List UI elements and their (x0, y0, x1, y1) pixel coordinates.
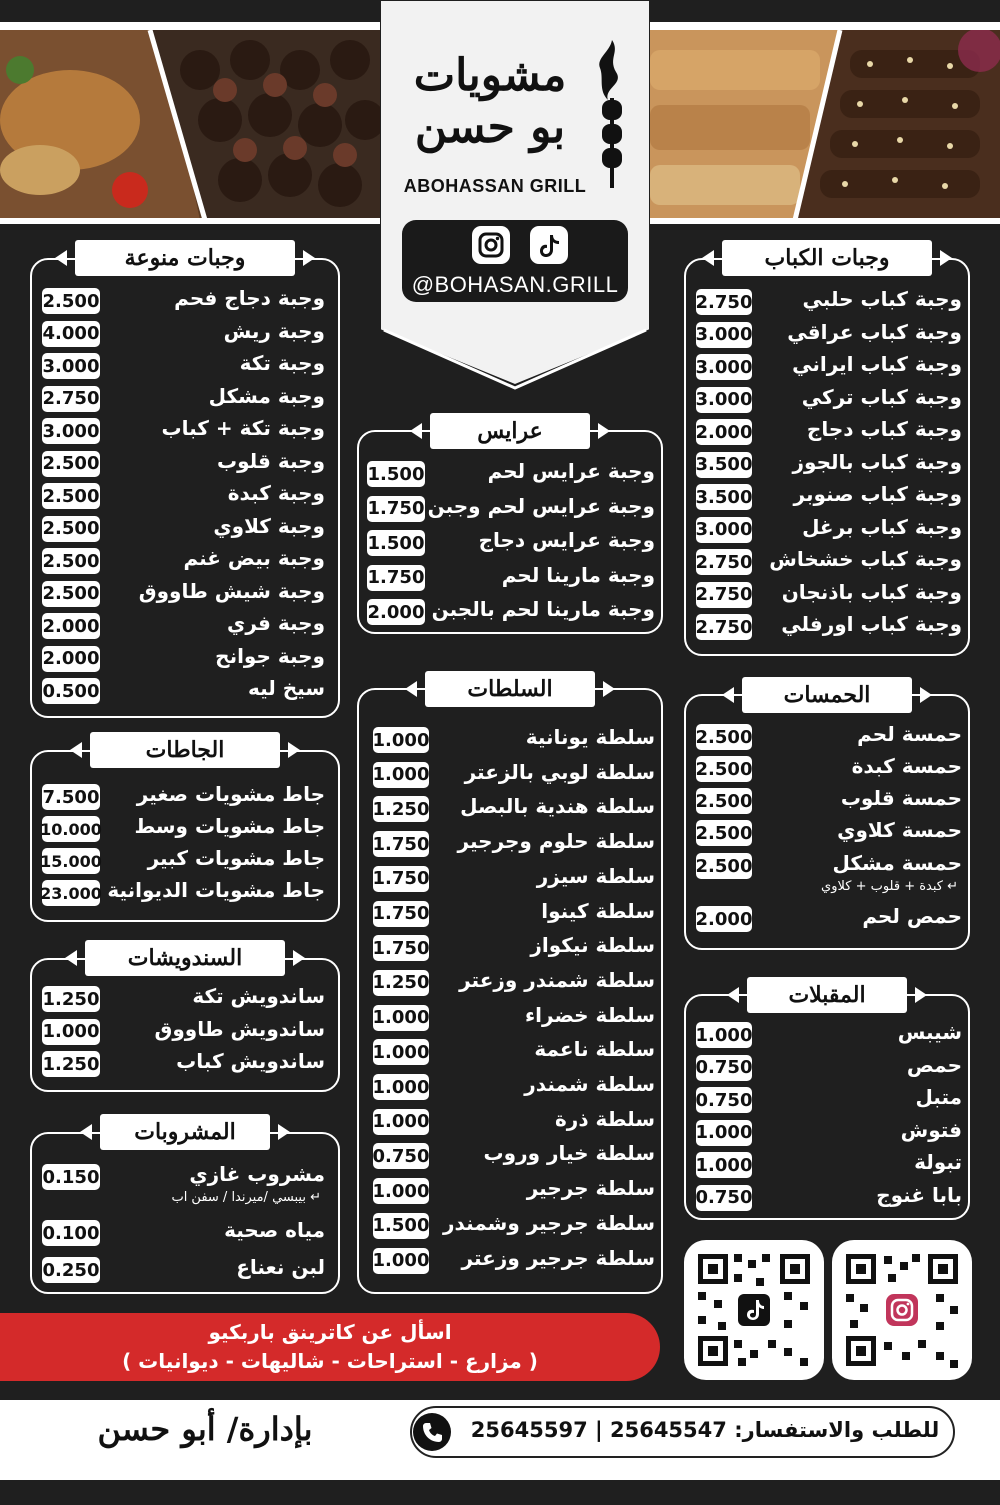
item-name: سلطة كينوا (541, 898, 655, 923)
item-name: وجبة جوانح (215, 643, 325, 668)
item-name: وجبة شيش طاووق (138, 578, 325, 603)
item-price: 1.000 (373, 1005, 429, 1031)
item-name: سلطة جرجير وشمندر (443, 1210, 655, 1235)
title-arrow-left-icon (65, 950, 77, 966)
title-arrow-left-icon (722, 687, 734, 703)
item-price: 2.500 (696, 788, 752, 814)
item-name: حمسة قلوب (840, 786, 962, 810)
item-name: لبن نعناع (236, 1255, 325, 1279)
item-name: فتوش (900, 1117, 962, 1142)
title-arrow-left-icon (80, 1124, 92, 1140)
item-price: 0.750 (696, 1185, 752, 1211)
item-name: وجبة كباب اورفلي (781, 612, 962, 636)
item-price: 1.250 (373, 796, 429, 822)
item-name: سلطة نيكواز (530, 933, 655, 958)
item-price: 3.500 (696, 452, 752, 478)
item-price: 4.000 (42, 321, 100, 347)
title-arrow-left-icon (55, 250, 67, 266)
item-price: 1.250 (42, 986, 100, 1012)
item-price: 1.500 (367, 530, 425, 556)
item-price: 2.750 (696, 549, 752, 575)
item-name: سلطة شمندر (524, 1072, 655, 1096)
item-price: 0.100 (42, 1220, 100, 1246)
phone-icon[interactable] (413, 1413, 451, 1451)
item-price: 2.000 (696, 419, 752, 445)
item-price: 1.750 (367, 565, 425, 591)
item-name: جاط مشويات الديوانية (107, 878, 325, 902)
item-note: ↵ بيبسي /ميرندا / سفن اب (171, 1190, 321, 1205)
item-price: 2.500 (696, 853, 752, 879)
item-price: 1.000 (373, 1178, 429, 1204)
item-name: حمص لحم (862, 904, 962, 928)
item-price: 0.750 (373, 1143, 429, 1169)
item-price: 1.750 (373, 866, 429, 892)
item-price: 1.000 (696, 1120, 752, 1146)
item-note: ↵ كبدة + قلوب + كلاوي (821, 879, 958, 894)
item-name: حمسة مشكل (832, 851, 962, 875)
item-price: 1.750 (373, 831, 429, 857)
item-price: 3.000 (42, 353, 100, 379)
item-name: وجبة كبدة (227, 481, 325, 505)
item-name: وجبة كباب عراقي (787, 319, 962, 344)
skewer-logo-icon (590, 38, 634, 192)
item-name: سلطة خضراء (524, 1002, 655, 1027)
item-price: 2.500 (42, 288, 100, 314)
item-price: 3.000 (42, 418, 100, 444)
item-name: وجبة كباب باذنجان (781, 579, 962, 604)
item-name: وجبة عرايس لحم (487, 459, 655, 483)
item-name: وجبة ريش (223, 318, 325, 343)
item-price: 0.750 (696, 1087, 752, 1113)
item-name: مشروب غازي (189, 1162, 325, 1186)
item-price: 1.000 (373, 1109, 429, 1135)
item-name: وجبة كباب ايراني (792, 352, 962, 376)
title-arrow-right-icon (603, 681, 615, 697)
item-name: وجبة كباب دجاج (806, 417, 962, 441)
item-price: 2.500 (42, 516, 100, 542)
item-name: مياه صحية (224, 1218, 325, 1242)
footer-bottom-bar (0, 1480, 1000, 1505)
item-price: 1.250 (373, 970, 429, 996)
item-price: 2.500 (696, 820, 752, 846)
item-name: سلطة يونانية (525, 725, 655, 749)
contact-text[interactable]: للطلب والاستفسار: 25645547 | 25645597 (470, 1418, 940, 1442)
item-price: 2.500 (696, 724, 752, 750)
item-name: وجبة فري (227, 611, 325, 635)
item-name: وجبة تكة + كباب (161, 416, 325, 440)
title-arrow-right-icon (288, 742, 300, 758)
item-name: سلطة هندية بالبصل (460, 794, 655, 819)
brand-name-en: ABOHASSAN GRILL (403, 176, 587, 196)
item-name: حمسة كلاوي (837, 818, 962, 842)
title-arrow-right-icon (920, 687, 932, 703)
item-price: 2.000 (42, 646, 100, 672)
item-price: 1.750 (373, 901, 429, 927)
item-name: ساندويش كباب (176, 1049, 325, 1073)
item-price: 0.250 (42, 1257, 100, 1283)
item-price: 2.500 (42, 451, 100, 477)
manager-signature: بإدارة/ أبو حسن (97, 1410, 313, 1448)
item-name: سيخ ليه (247, 676, 325, 700)
qr-instagram-graphic (832, 1240, 972, 1380)
item-price: 1.250 (42, 1051, 100, 1077)
title-arrow-left-icon (727, 987, 739, 1003)
item-name: سلطة سيزر (536, 863, 655, 888)
item-name: جاط مشويات كبير (147, 846, 325, 870)
item-price: 0.500 (42, 678, 100, 704)
title-arrow-right-icon (278, 1124, 290, 1140)
item-price: 1.750 (373, 935, 429, 961)
item-price: 2.500 (42, 548, 100, 574)
item-name: سلطة لوبي بالزعتر (464, 759, 655, 784)
brand-name-ar-line1: مشويات (413, 50, 567, 101)
hummus-title: الحمسات (742, 677, 912, 713)
item-name: وجبة دجاج فحم (174, 286, 325, 310)
title-arrow-right-icon (303, 250, 315, 266)
title-arrow-right-icon (940, 250, 952, 266)
item-price: 1.000 (696, 1022, 752, 1048)
kebab-meals-title: وجبات الكباب (722, 240, 932, 276)
item-name: وجبة كباب برغل (802, 514, 962, 539)
arayes-title: عرايس (430, 413, 590, 449)
item-name: وجبة بيض غنم (183, 546, 325, 570)
item-name: حمسة لحم (857, 722, 962, 746)
item-name: وجبة كباب تركي (801, 384, 962, 409)
item-price: 1.000 (42, 1019, 100, 1045)
title-arrow-right-icon (293, 950, 305, 966)
title-arrow-right-icon (915, 987, 927, 1003)
item-price: 3.000 (696, 517, 752, 543)
food-photo-right (650, 30, 1000, 220)
title-arrow-left-icon (70, 742, 82, 758)
item-name: جاط مشويات وسط (134, 814, 325, 838)
item-name: سلطة ناعمة (534, 1037, 655, 1062)
item-name: وجبة عرايس دجاج (478, 528, 655, 552)
qr-tiktok-graphic (684, 1240, 824, 1380)
item-price: 1.500 (367, 461, 425, 487)
item-price: 3.000 (696, 322, 752, 348)
item-name: وجبة كباب صنوبر (793, 482, 962, 506)
item-price: 15.000 (42, 848, 100, 874)
item-price: 2.750 (696, 289, 752, 315)
trays-title: الجاطات (90, 732, 280, 768)
item-name: وجبة مشكل (208, 383, 325, 408)
item-name: سلطة خيار وروب (483, 1141, 655, 1166)
item-price: 2.500 (42, 483, 100, 509)
item-name: حمسة كبدة (851, 754, 962, 778)
item-name: وجبة كباب بالجوز (792, 449, 962, 474)
item-price: 23.000 (42, 880, 100, 906)
mixed-meals-title: وجبات منوعة (75, 240, 295, 276)
item-price: 2.000 (696, 906, 752, 932)
item-name: وجبة مارينا لحم بالجبن (431, 597, 655, 621)
item-name: وجبة تكة (239, 351, 325, 375)
item-name: متبل (915, 1085, 962, 1109)
salads-title: السلطات (425, 671, 595, 707)
item-price: 1.000 (373, 1039, 429, 1065)
title-arrow-left-icon (702, 250, 714, 266)
item-name: وجبة عرايس لحم وجبن (427, 493, 655, 518)
sandwiches-title: السندويشات (85, 940, 285, 976)
footer-divider (0, 1392, 1000, 1400)
item-price: 2.500 (696, 756, 752, 782)
item-price: 3.500 (696, 484, 752, 510)
item-name: ساندويش تكة (192, 984, 325, 1008)
catering-line2: ( مزارع - استراحات - شاليهات - ديوانيات ) (122, 1349, 538, 1373)
item-name: وجبة قلوب (217, 448, 325, 473)
tiktok-icon[interactable] (530, 226, 568, 264)
item-name: تبولة (914, 1150, 962, 1174)
item-name: بابا غنوج (876, 1182, 962, 1207)
item-price: 1.000 (373, 727, 429, 753)
title-arrow-right-icon (598, 423, 610, 439)
item-name: سلطة حلوم وجرجير (457, 829, 655, 854)
item-name: حمص (906, 1052, 962, 1077)
item-price: 0.150 (42, 1164, 100, 1190)
item-price: 3.000 (696, 354, 752, 380)
item-price: 1.750 (367, 496, 425, 522)
catering-line1: اسأل عن كاترينق باربكيو (208, 1320, 452, 1344)
item-price: 1.500 (373, 1213, 429, 1239)
item-name: ساندويش طاووق (154, 1016, 325, 1041)
drinks-title: المشروبات (100, 1114, 270, 1150)
item-price: 2.750 (696, 614, 752, 640)
item-name: وجبة كباب حلبي (802, 287, 962, 311)
title-arrow-left-icon (410, 423, 422, 439)
title-arrow-left-icon (405, 681, 417, 697)
item-price: 1.000 (373, 762, 429, 788)
item-name: سلطة جرجير وزعتر (461, 1245, 655, 1270)
qr-code-tiktok[interactable] (684, 1240, 824, 1380)
item-price: 10.000 (42, 816, 100, 842)
item-price: 2.750 (42, 386, 100, 412)
item-price: 2.000 (367, 599, 425, 625)
instagram-icon[interactable] (472, 226, 510, 264)
item-name: سلطة جرجير (526, 1176, 655, 1201)
item-price: 2.500 (42, 581, 100, 607)
item-name: سلطة شمندر وزعتر (459, 967, 655, 992)
item-name: سلطة ذرة (555, 1106, 655, 1131)
item-name: جاط مشويات صغير (136, 782, 325, 806)
item-price: 2.750 (696, 582, 752, 608)
brand-name-ar-line2: بو حسن (414, 102, 566, 153)
item-price: 3.000 (696, 387, 752, 413)
food-photo-left (0, 30, 380, 220)
appetizers-title: المقبلات (747, 977, 907, 1013)
item-price: 2.000 (42, 613, 100, 639)
item-price: 1.000 (696, 1152, 752, 1178)
qr-code-instagram[interactable] (832, 1240, 972, 1380)
item-price: 1.000 (373, 1074, 429, 1100)
item-name: وجبة مارينا لحم (501, 562, 655, 587)
item-name: وجبة كلاوي (213, 513, 325, 538)
social-icons (472, 226, 568, 264)
item-price: 1.000 (373, 1248, 429, 1274)
item-name: وجبة كباب خشخاش (769, 547, 962, 571)
item-price: 7.500 (42, 784, 100, 810)
social-handle[interactable]: @BOHASAN.GRILL (411, 272, 619, 297)
item-price: 0.750 (696, 1055, 752, 1081)
item-name: شيبس (897, 1020, 962, 1044)
